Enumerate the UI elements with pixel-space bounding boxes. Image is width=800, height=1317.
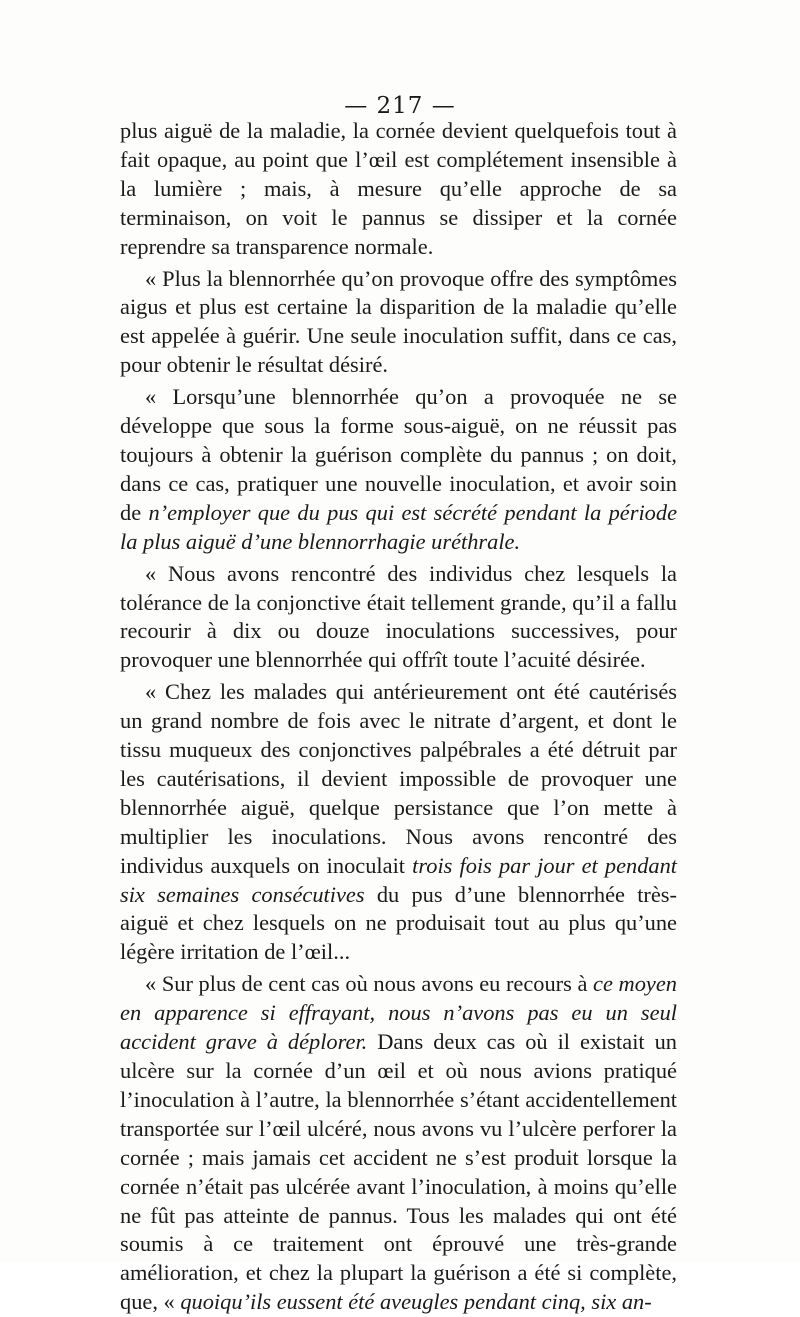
paragraph xyxy=(120,970,677,1317)
paragraph-text: du pus d’une blennorrhée très-aiguë et chez lesquels on ne produisait tout au plus qu’une légère irritation de l’œil... xyxy=(120,881,677,965)
paragraph-text: plus aiguë de la maladie, la cornée devient quelquefois tout à fait opaque, au point que l’œil est complétement insensible à la lumière ; mais, à mesure qu’elle approche de sa terminaison, on voit le pannus se dissiper et la cornée reprendre sa transparence normale. xyxy=(120,118,677,259)
page-number: — 217 — xyxy=(344,93,456,119)
italic-emphasis: trois fois par jour et pendant six semaines consécutives xyxy=(120,852,678,907)
italic-emphasis: n’employer que du pus qui est sécrété pendant la période la plus aiguë d’une blennorrhagie uréthrale. xyxy=(120,499,678,554)
paragraph xyxy=(120,265,677,381)
body-text xyxy=(120,117,677,1317)
paragraph xyxy=(120,383,677,556)
paragraph-text: « Lorsqu’une blennorrhée qu’on a provoquée ne se développe que sous la forme sous-aiguë, on ne réussit pas toujours à obtenir la guérison complète du pannus ; on doit, dans ce cas, pratiquer une nouvelle inoculation, et avoir soin de xyxy=(120,384,677,525)
italic-emphasis: ce moyen en apparence si effrayant, nous n’avons pas eu un seul accident grave à déplorer. xyxy=(120,971,677,1055)
paragraph xyxy=(120,678,677,967)
paragraph-text: « Plus la blennorrhée qu’on provoque offre des symptômes aigus et plus est certaine la disparition de la maladie qu’elle est appelée à guérir. Une seule inoculation suffit, dans ce cas, pour obtenir le résultat désiré. xyxy=(120,265,677,378)
paragraph-text: « Sur plus de cent cas où nous avons eu recours à xyxy=(145,971,594,997)
paragraph-text: « Chez les malades qui antérieurement ont été cautérisés un grand nombre de fois avec le nitrate d’argent, et dont le tissu muqueux des conjonctives palpébrales a été détruit par les cautérisations, il devient impossible de provoquer une blennorrhée aiguë, quelque persistance que l’on mette à multiplier les inoculations. Nous avons rencontré des individus auxquels on inoculait xyxy=(120,679,677,878)
paragraph-text: « Nous avons rencontré des individus chez lesquels la tolérance de la conjonctive était tellement grande, qu’il a fallu recourir à dix ou douze inoculations successives, pour provoquer une blennorrhée qui offrît toute l’acuité désirée. xyxy=(120,560,677,673)
paragraph-text: Dans deux cas où il existait un ulcère sur la cornée d’un œil et où nous avions pratiqué l’inoculation à l’autre, la blennorrhée s’étant accidentellement transportée sur l’œil ulcéré, nous avons vu l’ulcère perforer la cornée ; mais jamais cet accident ne s’est produit lorsque la cornée n’était pas ulcérée avant l’inoculation, à moins qu’elle ne fût pas atteinte de pannus. Tous les malades qui ont été soumis à ce traitement ont éprouvé une très-grande amélioration, et chez la plupart la guérison a été si complète, que, « xyxy=(120,1029,677,1315)
paragraph xyxy=(120,560,677,676)
paragraph xyxy=(120,117,677,262)
italic-emphasis: quoiqu’ils eussent été aveugles pendant cinq, six an- xyxy=(180,1289,652,1315)
